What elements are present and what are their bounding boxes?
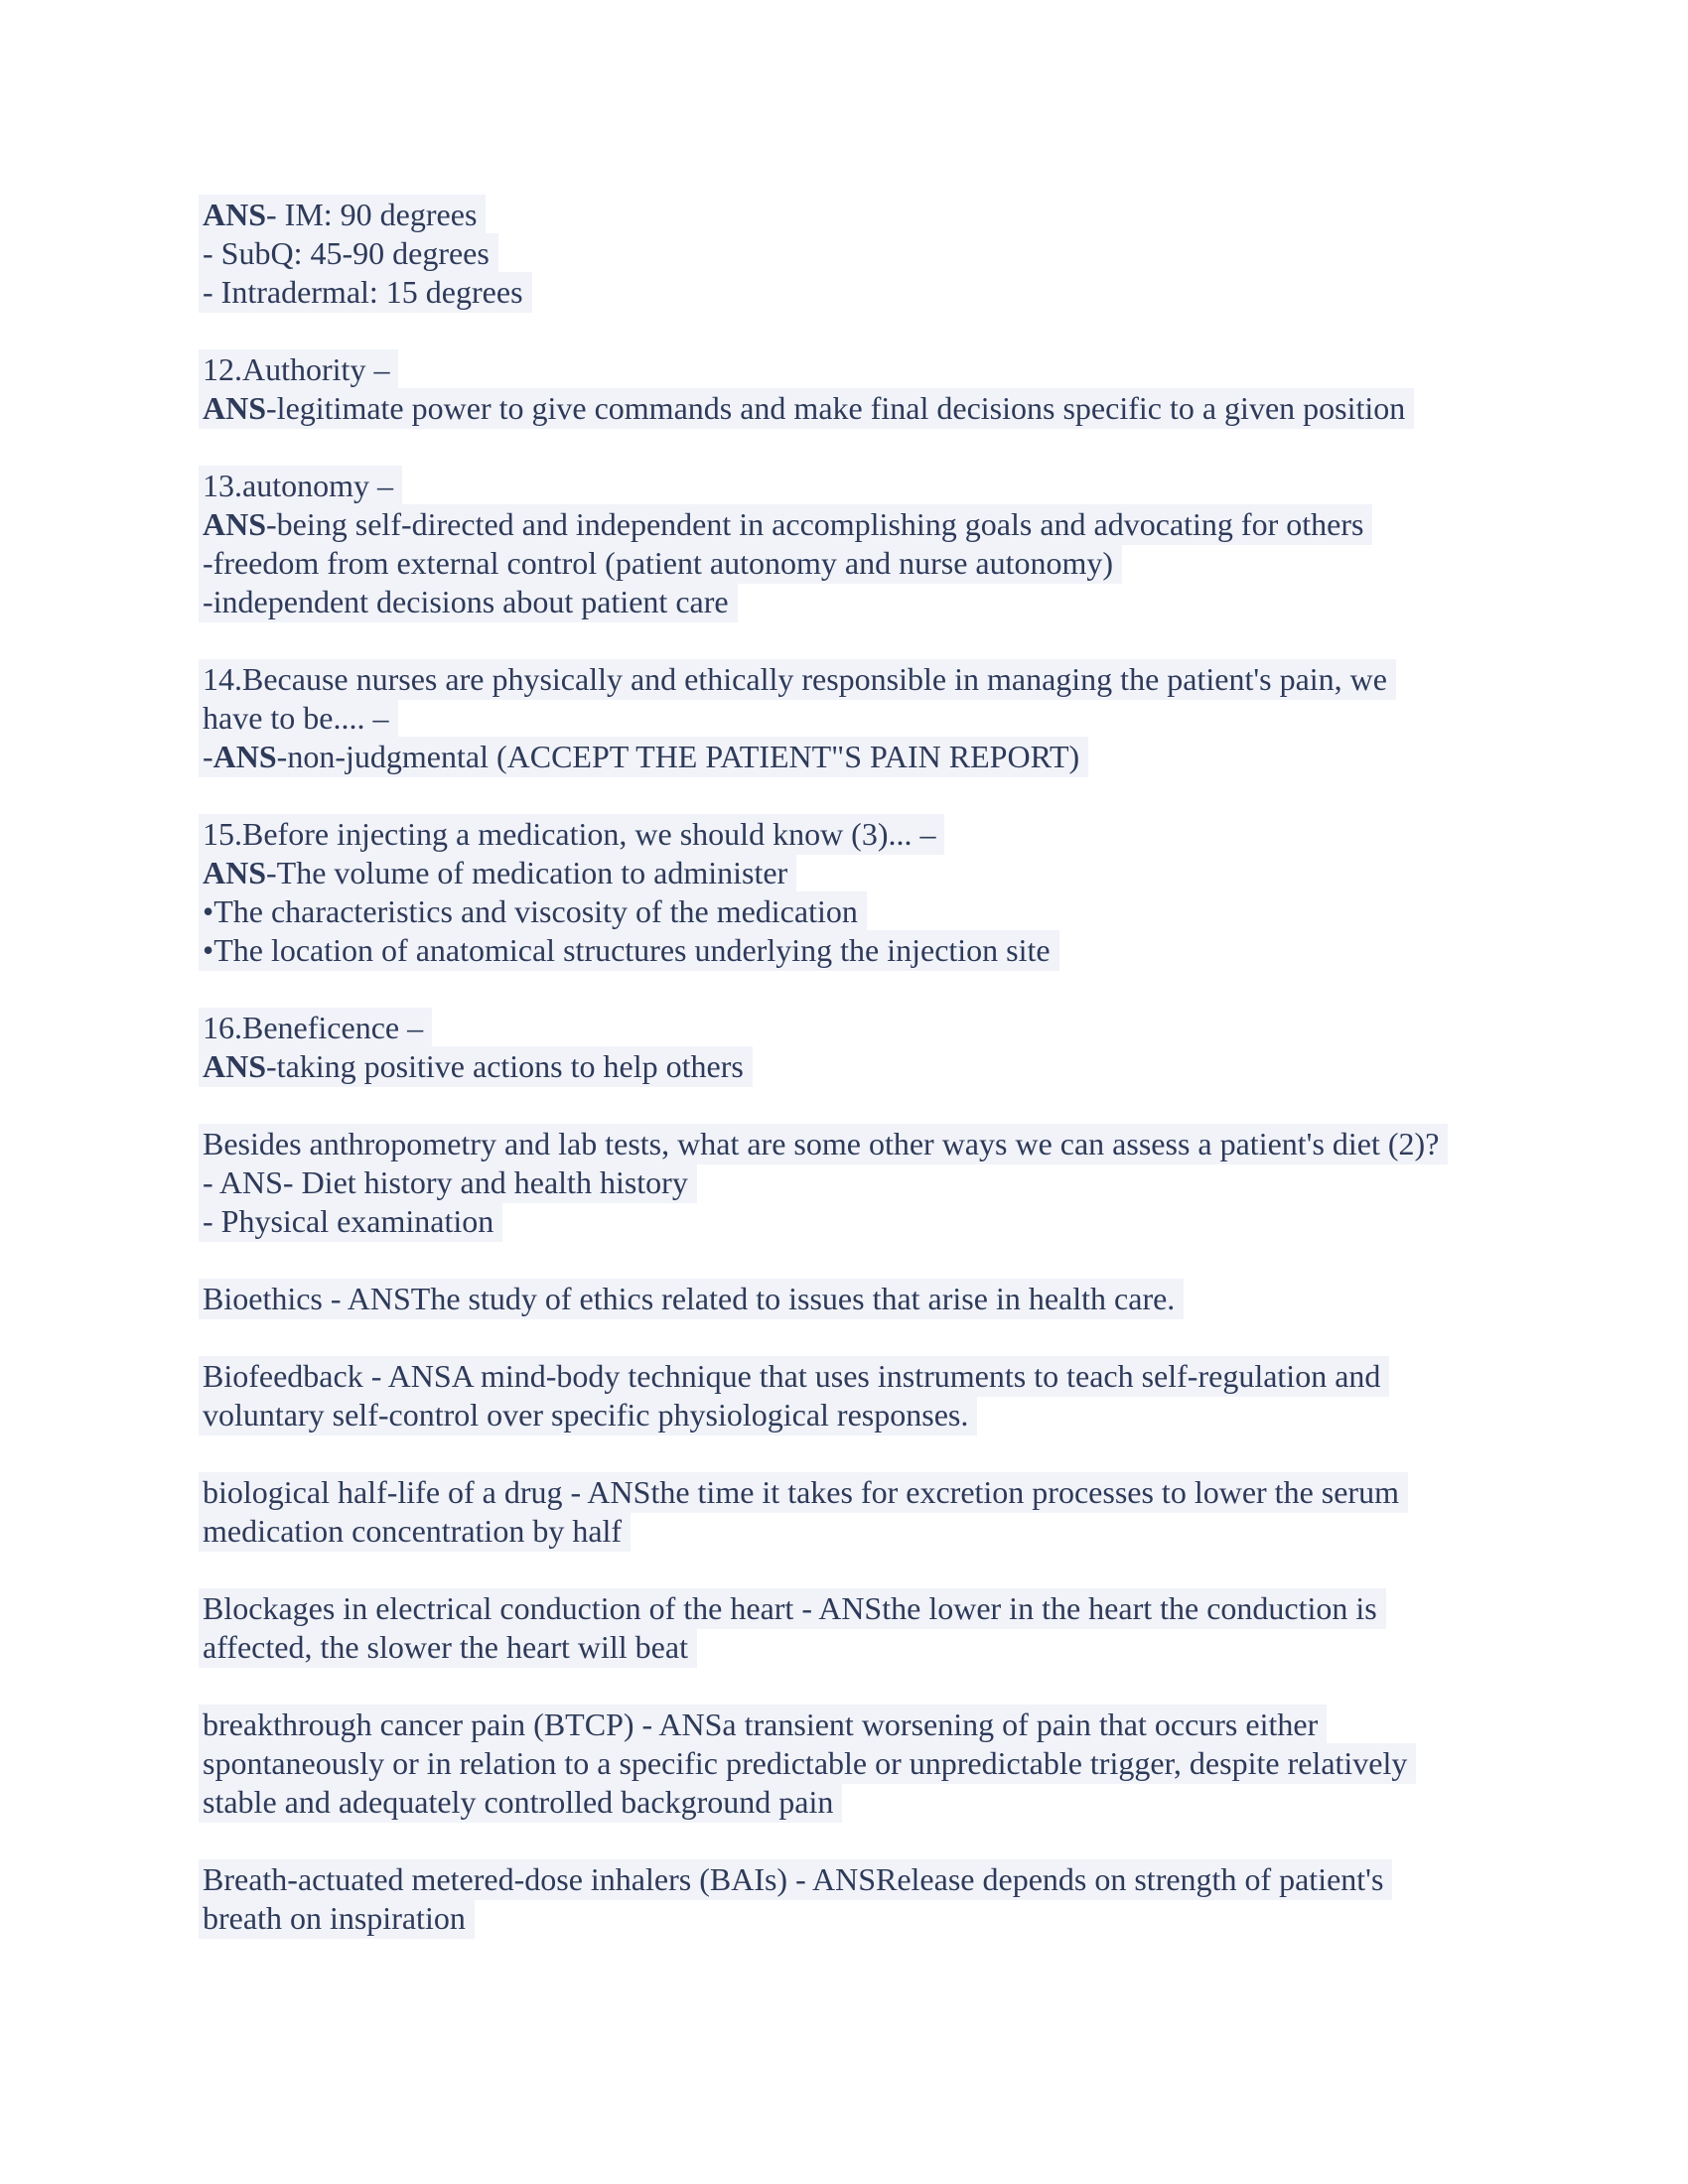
text-line	[199, 892, 1448, 931]
text-line	[199, 699, 1448, 738]
highlighted-text: 15.Before injecting a medication, we should know (3)... –	[199, 814, 944, 855]
highlighted-text: 14.Because nurses are physically and ethically responsible in managing the patient's pain, we	[199, 659, 1396, 700]
highlighted-text: 12.Authority –	[199, 349, 398, 390]
paragraph	[199, 1280, 1448, 1318]
paragraph	[199, 1589, 1448, 1667]
text-line	[199, 467, 1448, 505]
text-line	[199, 931, 1448, 970]
highlighted-text: •The location of anatomical structures underlying the injection site	[199, 930, 1059, 971]
highlighted-text: - ANS- Diet history and health history	[199, 1162, 697, 1203]
paragraph	[199, 196, 1448, 312]
paragraph	[199, 1473, 1448, 1551]
highlighted-text: -ANS-non-judgmental (ACCEPT THE PATIENT"S PAIN REPORT)	[199, 737, 1088, 777]
highlighted-text: -independent decisions about patient care	[199, 582, 738, 622]
highlighted-text: Blockages in electrical conduction of the heart - ANSthe lower in the heart the conduction is	[199, 1588, 1386, 1629]
text-line	[199, 350, 1448, 389]
highlighted-text: Biofeedback - ANSA mind-body technique that uses instruments to teach self-regulation and	[199, 1356, 1389, 1397]
highlighted-text: ANS-being self-directed and independent in accomplishing goals and advocating for others	[199, 504, 1372, 545]
text-line	[199, 1860, 1448, 1899]
text-line	[199, 196, 1448, 234]
document-body	[199, 196, 1448, 1977]
text-line	[199, 583, 1448, 621]
highlighted-text: voluntary self-control over specific physiological responses.	[199, 1395, 977, 1435]
paragraph	[199, 660, 1448, 776]
text-line	[199, 505, 1448, 544]
text-line	[199, 1899, 1448, 1938]
paragraph	[199, 1706, 1448, 1822]
highlighted-text: - SubQ: 45-90 degrees	[199, 233, 498, 274]
highlighted-text: ANS-The volume of medication to administer	[199, 853, 796, 893]
highlighted-text: - Physical examination	[199, 1201, 502, 1242]
text-line	[199, 1473, 1448, 1512]
text-line	[199, 1589, 1448, 1628]
text-line	[199, 1706, 1448, 1744]
paragraph	[199, 815, 1448, 970]
text-line	[199, 1357, 1448, 1396]
highlighted-text: affected, the slower the heart will beat	[199, 1627, 697, 1668]
text-line	[199, 1280, 1448, 1318]
highlighted-text: Breath-actuated metered-dose inhalers (BAIs) - ANSRelease depends on strength of patient's	[199, 1859, 1392, 1900]
highlighted-text: biological half-life of a drug - ANSthe time it takes for excretion processes to lower the serum	[199, 1472, 1408, 1513]
text-line	[199, 738, 1448, 776]
highlighted-text: ANS-legitimate power to give commands and make final decisions specific to a given position	[199, 388, 1414, 429]
paragraph	[199, 1125, 1448, 1241]
text-line	[199, 854, 1448, 892]
highlighted-text: spontaneously or in relation to a specific predictable or unpredictable trigger, despite relatively	[199, 1743, 1416, 1784]
text-line	[199, 544, 1448, 583]
text-line	[199, 273, 1448, 312]
text-line	[199, 815, 1448, 854]
text-line	[199, 1125, 1448, 1163]
highlighted-text: •The characteristics and viscosity of the medication	[199, 891, 867, 932]
text-line	[199, 1512, 1448, 1551]
highlighted-text: 13.autonomy –	[199, 466, 402, 506]
text-line	[199, 389, 1448, 428]
highlighted-text: have to be.... –	[199, 698, 398, 739]
paragraph	[199, 350, 1448, 428]
text-line	[199, 1628, 1448, 1667]
text-line	[199, 660, 1448, 699]
highlighted-text: medication concentration by half	[199, 1511, 631, 1552]
paragraph	[199, 1860, 1448, 1938]
paragraph	[199, 467, 1448, 621]
paragraph	[199, 1009, 1448, 1086]
highlighted-text: breath on inspiration	[199, 1898, 475, 1939]
highlighted-text: ANS- IM: 90 degrees	[199, 195, 486, 235]
text-line	[199, 1744, 1448, 1783]
highlighted-text: stable and adequately controlled background pain	[199, 1782, 842, 1823]
highlighted-text: - Intradermal: 15 degrees	[199, 272, 532, 313]
highlighted-text: -freedom from external control (patient autonomy and nurse autonomy)	[199, 543, 1122, 584]
paragraph	[199, 1357, 1448, 1434]
highlighted-text: breakthrough cancer pain (BTCP) - ANSa transient worsening of pain that occurs either	[199, 1705, 1327, 1745]
highlighted-text: 16.Beneficence –	[199, 1008, 432, 1048]
highlighted-text: ANS-taking positive actions to help others	[199, 1046, 753, 1087]
highlighted-text: Bioethics - ANSThe study of ethics related to issues that arise in health care.	[199, 1279, 1184, 1319]
text-line	[199, 1163, 1448, 1202]
text-line	[199, 1047, 1448, 1086]
text-line	[199, 1783, 1448, 1822]
text-line	[199, 1202, 1448, 1241]
text-line	[199, 234, 1448, 273]
text-line	[199, 1396, 1448, 1434]
text-line	[199, 1009, 1448, 1047]
highlighted-text: Besides anthropometry and lab tests, what are some other ways we can assess a patient's diet (2)?	[199, 1124, 1448, 1164]
